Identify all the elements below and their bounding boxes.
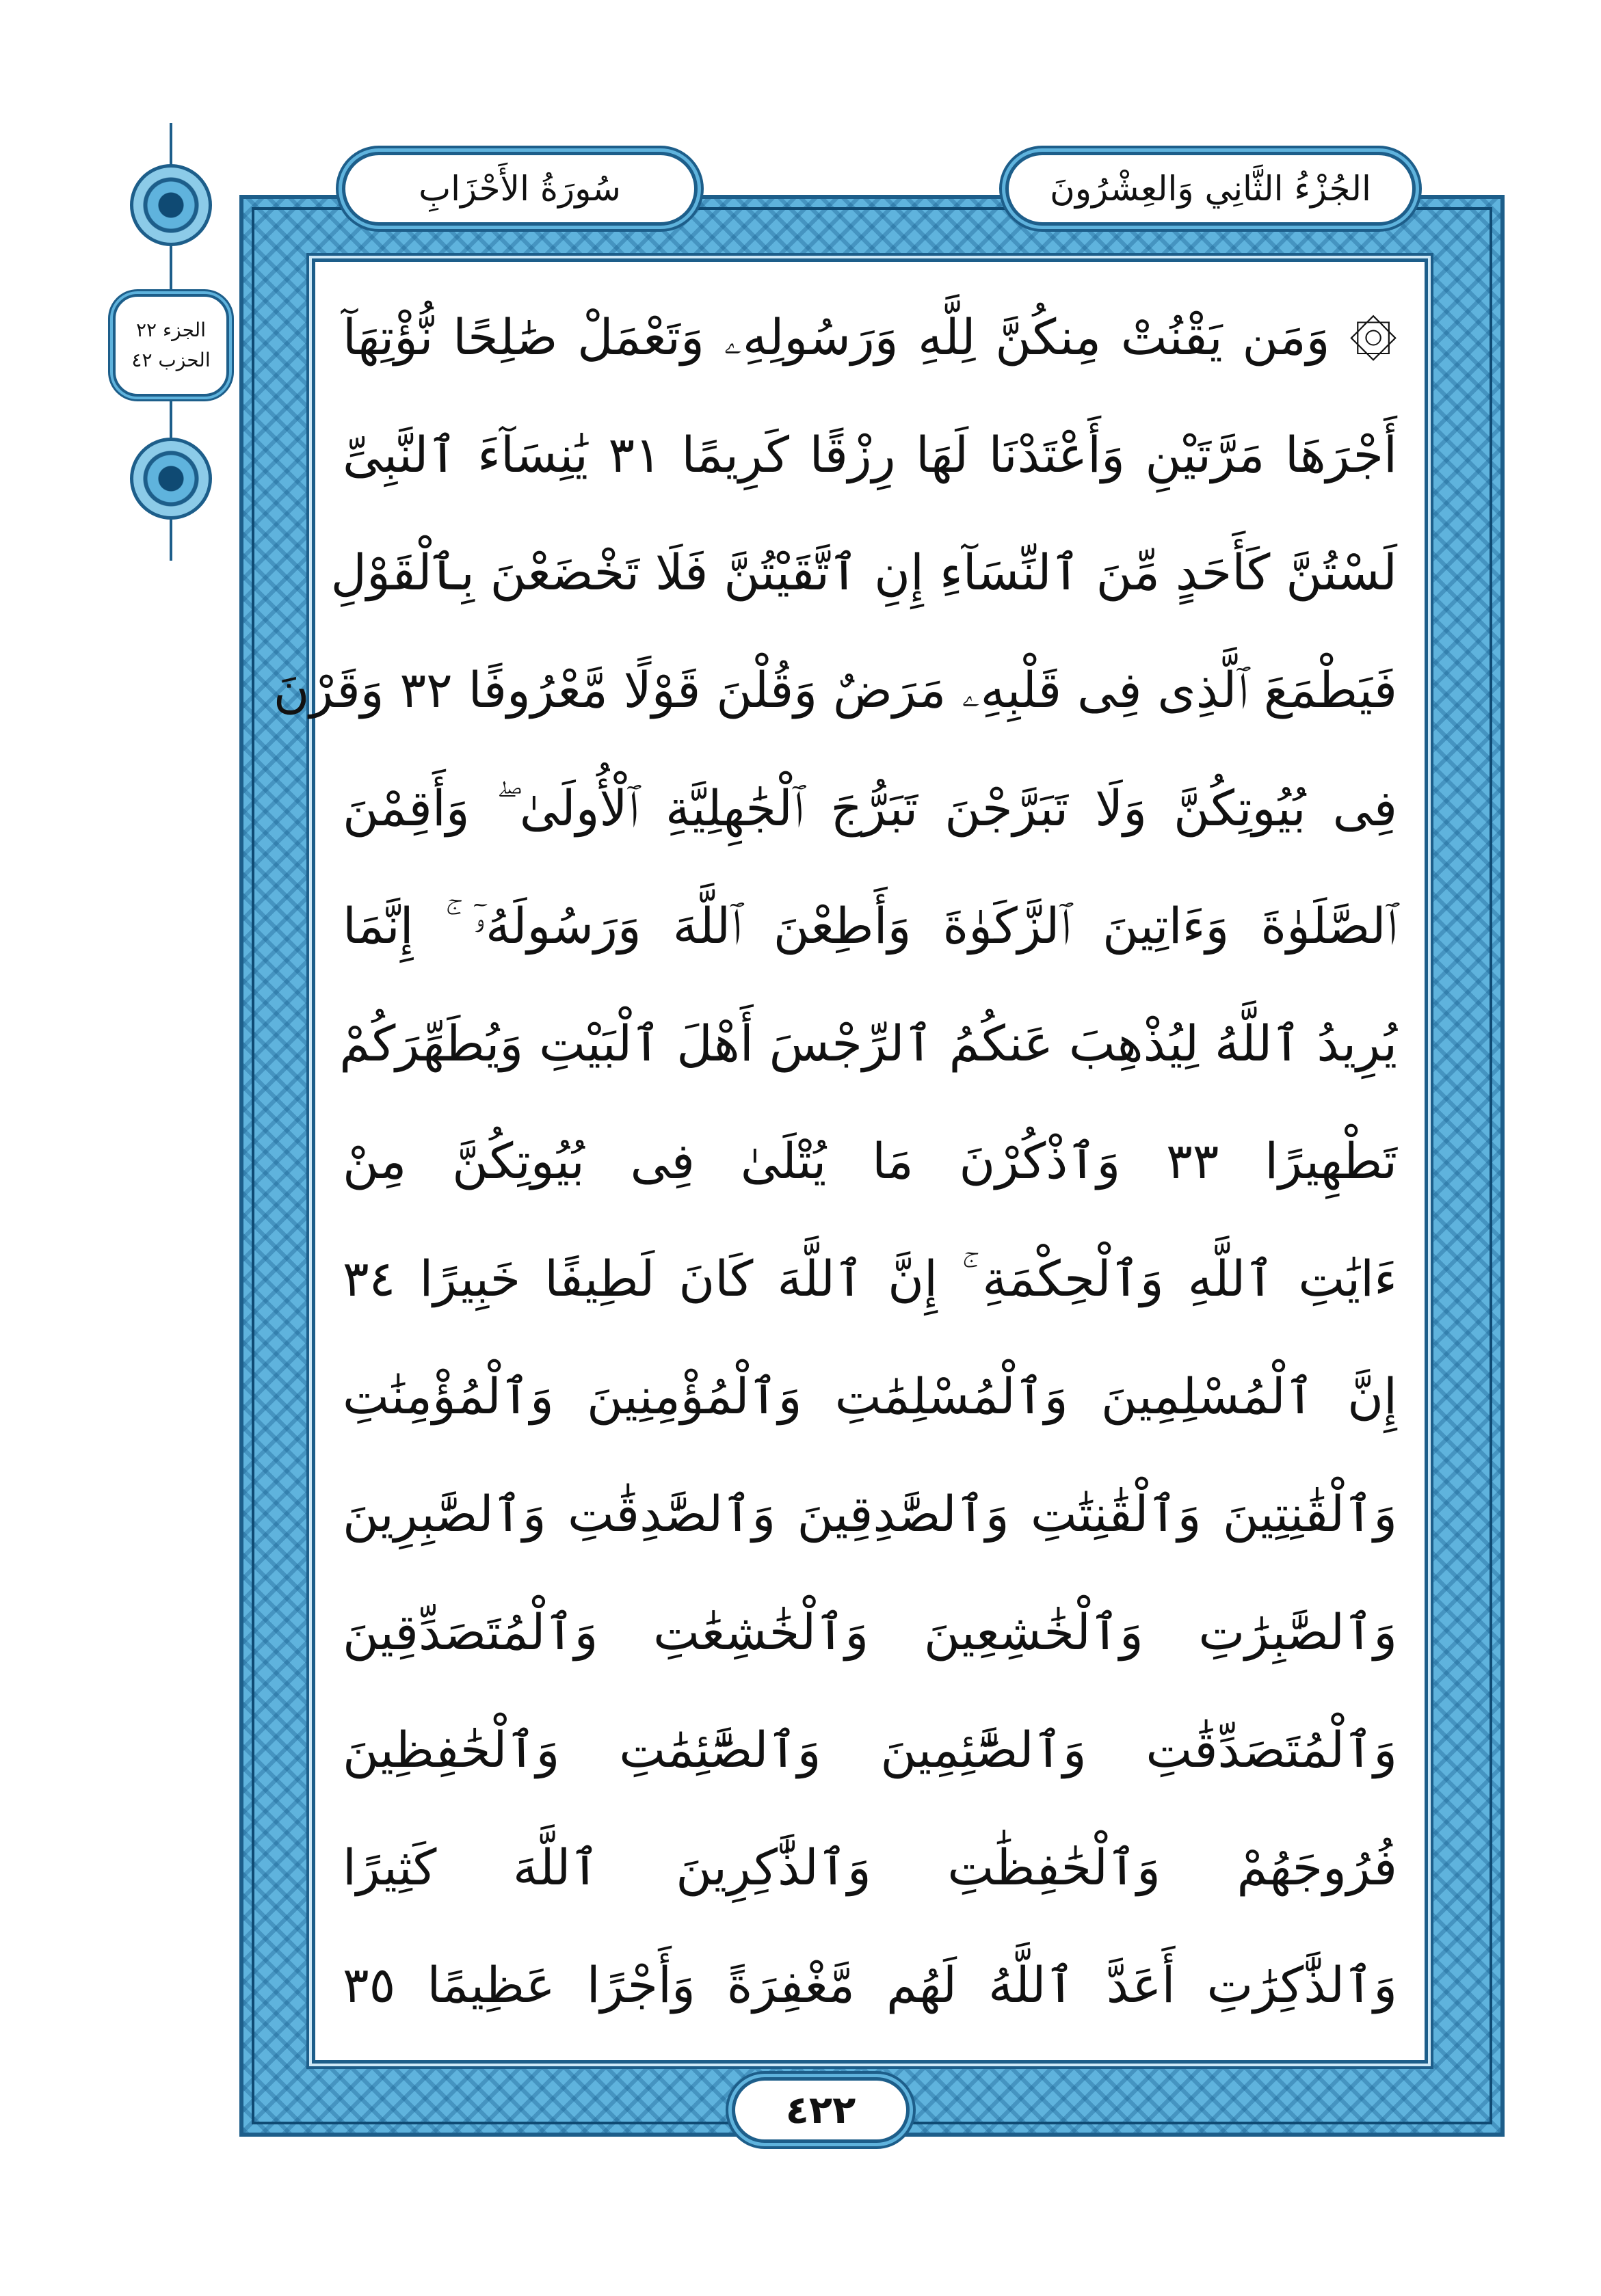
verse-line: ءَايَٰتِ ٱللَّهِ وَٱلْحِكْمَةِ ۚ إِنَّ ٱللَّهَ كَانَ لَطِيفًا خَبِيرًا ٣٤ (343, 1250, 1397, 1308)
verse-line: فِى بُيُوتِكُنَّ وَلَا تَبَرَّجْنَ تَبَرُّجَ ٱلْجَٰهِلِيَّةِ ٱلْأُولَىٰ ۖ وَأَقِمْنَ (343, 779, 1397, 837)
verse-line: وَٱلْمُتَصَدِّقَٰتِ وَٱلصَّٰٓئِمِينَ وَٱلصَّٰٓئِمَٰتِ وَٱلْحَٰفِظِينَ (343, 1720, 1397, 1778)
verse-line: إِنَّ ٱلْمُسْلِمِينَ وَٱلْمُسْلِمَٰتِ وَٱلْمُؤْمِنِينَ وَٱلْمُؤْمِنَٰتِ (343, 1367, 1397, 1426)
page-number (732, 2077, 910, 2143)
hizb-marker-label: الحزب ٤٢ (131, 349, 211, 371)
medallion-top-icon (130, 164, 212, 246)
surah-name-header (342, 152, 698, 226)
verse-line: فَيَطْمَعَ ٱلَّذِى فِى قَلْبِهِۦ مَرَضٌ وَقُلْنَ قَوْلًا مَّعْرُوفًا ٣٢ وَقَرْنَ (273, 661, 1397, 719)
surah-name: سُورَةُ الأَحْزَابِ (419, 169, 621, 209)
verse-line: وَٱلصَّٰبِرَٰتِ وَٱلْخَٰشِعِينَ وَٱلْخَٰشِعَٰتِ وَٱلْمُتَصَدِّقِينَ (343, 1603, 1397, 1661)
verse-line: يُرِيدُ ٱللَّهُ لِيُذْهِبَ عَنكُمُ ٱلرِّجْسَ أَهْلَ ٱلْبَيْتِ وَيُطَهِّرَكُمْ (339, 1014, 1397, 1072)
verse-line: ۞ وَمَن يَقْنُتْ مِنكُنَّ لِلَّهِ وَرَسُولِهِۦ وَتَعْمَلْ صَٰلِحًا نُّؤْتِهَآ (343, 308, 1397, 366)
quran-text-panel (273, 258, 1428, 2064)
juz-marker-label: الجزء ٢٢ (136, 319, 206, 341)
juz-name-header (1005, 152, 1416, 226)
verse-line: لَسْتُنَّ كَأَحَدٍ مِّنَ ٱلنِّسَآءِ إِنِ ٱتَّقَيْتُنَّ فَلَا تَخْضَعْنَ بِٱلْقَوْلِ (330, 544, 1397, 602)
margin-ornament (103, 123, 239, 561)
verse-line: وَٱلذَّٰكِرَٰتِ أَعَدَّ ٱللَّهُ لَهُم مَّغْفِرَةً وَأَجْرًا عَظِيمًا ٣٥ (343, 1955, 1397, 2014)
verse-line: فُرُوجَهُمْ وَٱلْحَٰفِظَٰتِ وَٱلذَّٰكِرِينَ ٱللَّهَ كَثِيرًا (343, 1838, 1397, 1896)
juz-hizb-marker (113, 294, 229, 397)
verse-lines (273, 289, 1397, 2033)
verse-line: ٱلصَّلَوٰةَ وَءَاتِينَ ٱلزَّكَوٰةَ وَأَطِعْنَ ٱللَّهَ وَرَسُولَهُۥٓ ۚ إِنَّمَا (343, 896, 1397, 955)
verse-line: وَٱلْقَٰنِتِينَ وَٱلْقَٰنِتَٰتِ وَٱلصَّٰدِقِينَ وَٱلصَّٰدِقَٰتِ وَٱلصَّٰبِرِينَ (343, 1485, 1397, 1543)
juz-name: الجُزْءُ الثَّانِي وَالعِشْرُونَ (1050, 169, 1371, 209)
verse-line: تَطْهِيرًا ٣٣ وَٱذْكُرْنَ مَا يُتْلَىٰ فِى بُيُوتِكُنَّ مِنْ (343, 1132, 1397, 1190)
verse-line: أَجْرَهَا مَرَّتَيْنِ وَأَعْتَدْنَا لَهَا رِزْقًا كَرِيمًا ٣١ يَٰنِسَآءَ ٱلنَّبِىِّ (343, 426, 1397, 484)
medallion-bottom-icon (130, 438, 212, 520)
page-number-value: ٤٢٢ (785, 2087, 856, 2133)
